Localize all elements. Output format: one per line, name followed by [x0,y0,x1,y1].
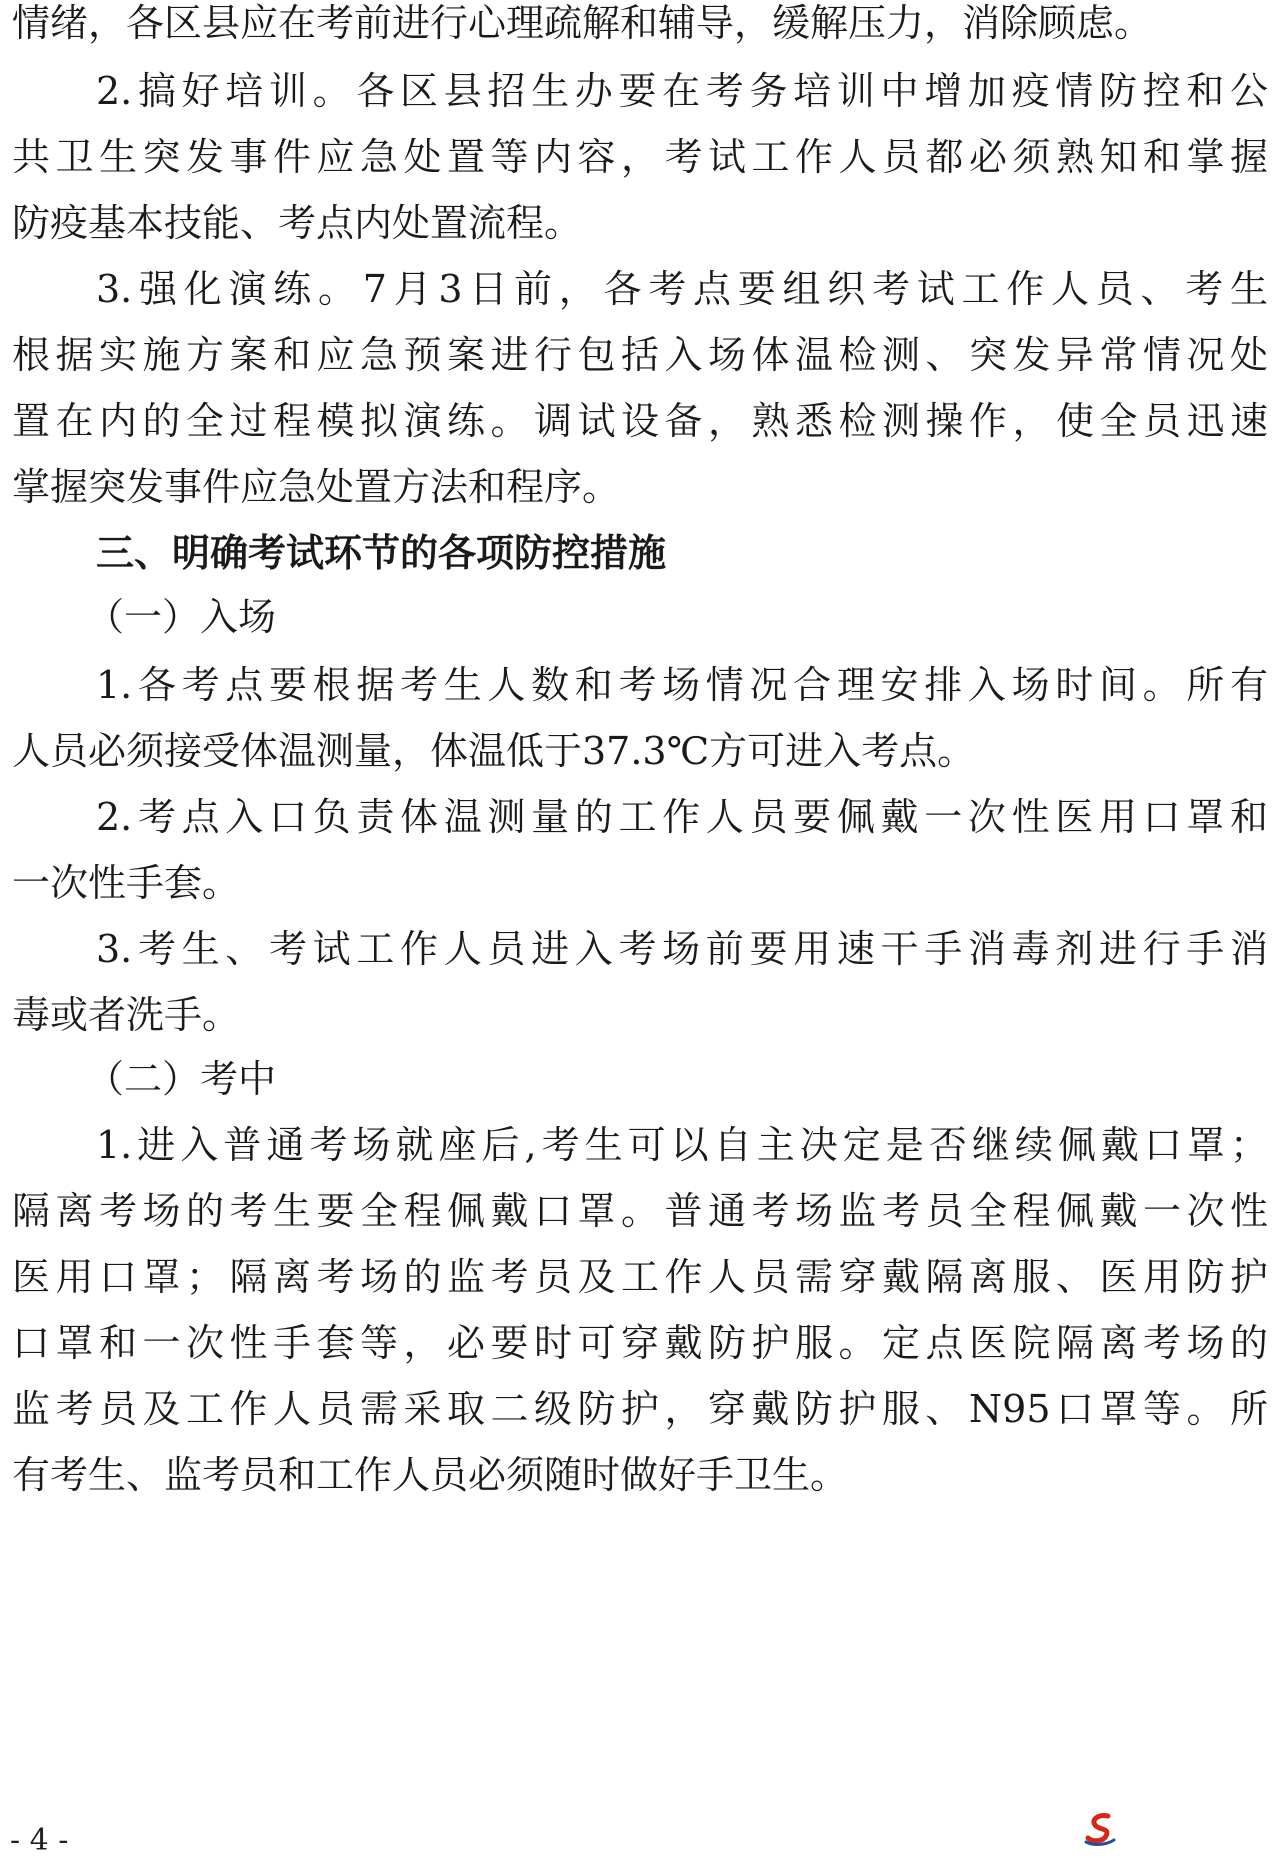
paragraph-line: 置在内的全过程模拟演练。调试设备，熟悉检测操作，使全员迅速 [12,399,1268,443]
paragraph-line: 一次性手套。 [12,861,241,905]
page-number: - 4 - [10,1823,69,1858]
paragraph-line: 2.考点入口负责体温测量的工作人员要佩戴一次性医用口罩和 [96,795,1268,839]
paragraph-line: 3.考生、考试工作人员进入考场前要用速干手消毒剂进行手消 [96,927,1268,971]
paragraph-line: 人员必须接受体温测量，体温低于37.3℃方可进入考点。 [12,729,976,773]
subsection-heading: （二）考中 [86,1057,277,1101]
paragraph-line: 共卫生突发事件应急处置等内容，考试工作人员都必须熟知和掌握 [12,135,1268,179]
paragraph-line: 口罩和一次性手套等，必要时可穿戴防护服。定点医院隔离考场的 [12,1321,1268,1365]
paragraph-line: 根据实施方案和应急预案进行包括入场体温检测、突发异常情况处 [12,333,1268,377]
paragraph-line: 1.各考点要根据考生人数和考场情况合理安排入场时间。所有 [96,663,1268,707]
paragraph-line: 1.进入普通考场就座后,考生可以自主决定是否继续佩戴口罩； [96,1123,1268,1167]
paragraph-line: 毒或者洗手。 [12,993,241,1037]
paragraph-line: 情绪，各区县应在考前进行心理疏解和辅导，缓解压力，消除顾虑。 [12,1,1153,45]
paragraph-line: 有考生、监考员和工作人员必须随时做好手卫生。 [12,1453,849,1497]
paragraph-line: 隔离考场的考生要全程佩戴口罩。普通考场监考员全程佩戴一次性 [12,1189,1268,1233]
paragraph-line: 医用口罩；隔离考场的监考员及工作人员需穿戴隔离服、医用防护 [12,1255,1268,1299]
section-heading: 三、明确考试环节的各项防控措施 [96,531,667,575]
paragraph-line: 监考员及工作人员需采取二级防护，穿戴防护服、N95口罩等。所 [12,1387,1268,1431]
paragraph-line: 掌握突发事件应急处置方法和程序。 [12,465,621,509]
publisher-logo-icon [1080,1812,1120,1848]
paragraph-line: 3.强化演练。7月3日前，各考点要组织考试工作人员、考生 [96,267,1268,311]
paragraph-line: 2.搞好培训。各区县招生办要在考务培训中增加疫情防控和公 [96,69,1268,113]
paragraph-line: 防疫基本技能、考点内处置流程。 [12,201,583,245]
subsection-heading: （一）入场 [86,595,277,639]
